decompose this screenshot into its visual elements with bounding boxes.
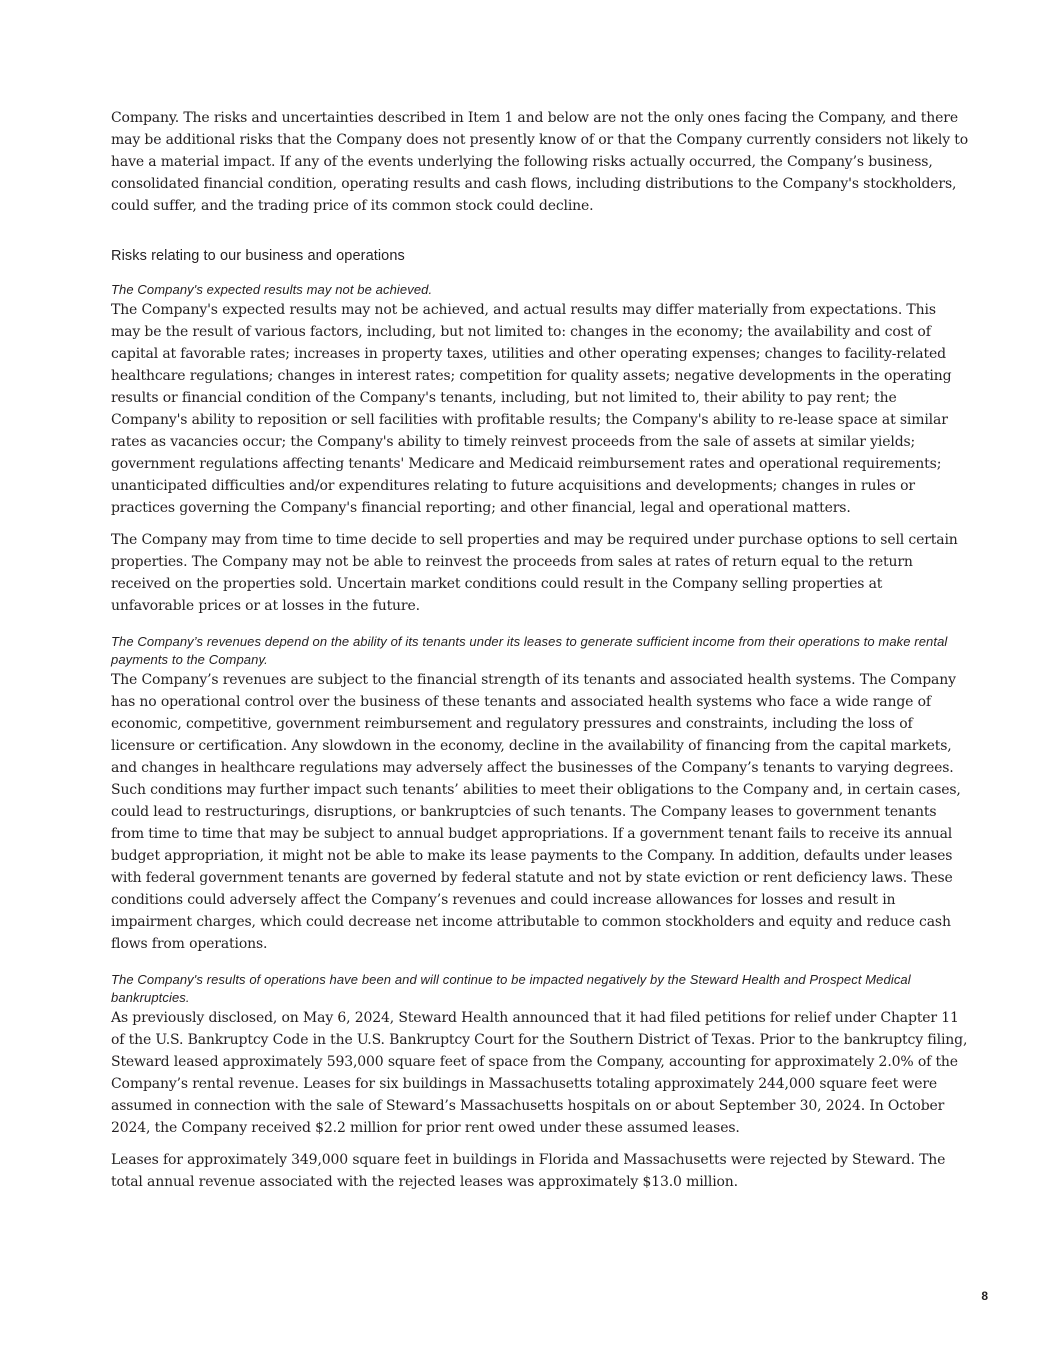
risk-bankruptcies-paragraph-2: Leases for approximately 349,000 square feet in buildings in Florida and Massachusetts were rejected by Steward. The total annual revenue associated with the rejected leases was approximately $13.0 million. [111,1152,946,1190]
document-page [111,107,969,1193]
section-heading: Risks relating to our business and operations [111,248,405,264]
risk-expected-results-paragraph-1: The Company's expected results may not be achieved, and actual results may differ materially from expectations. This may be the result of various factors, including, but not limited to: changes in the economy; the availability and cost of capital at favorable rates; increases in property taxes, utilities and other operating expenses; changes to facility-related healthcare regulations; changes in interest rates; competition for quality assets; negative developments in the operating results or financial condition of the Company's tenants, including, but not limited to, their ability to pay rent; the Company's ability to reposition or sell facilities with profitable results; the Company's ability to re-lease space at similar rates as vacancies occur; the Company's ability to timely reinvest proceeds from the sale of assets at similar yields; government regulations affecting tenants' Medicare and Medicaid reimbursement rates and operational requirements; unanticipated difficulties and/or expenditures relating to future acquisitions and developments; changes in rules or practices governing the Company's financial reporting; and other financial, legal and operational matters. [111,302,952,516]
intro-paragraph: Company. The risks and uncertainties described in Item 1 and below are not the only ones facing the Company, and there may be additional risks that the Company does not presently know of or that the Company currently considers not likely to have a material impact. If any of the events underlying the following risks actually occurred, the Company’s business, consolidated financial condition, operating results and cash flows, including distributions to the Company's stockholders, could suffer, and the trading price of its common stock could decline. [111,110,969,214]
risk-tenant-revenues-paragraph-1: The Company’s revenues are subject to the financial strength of its tenants and associated health systems. The Company has no operational control over the business of these tenants and associated health systems who face a wide range of economic, competitive, government reimbursement and regulatory pressures and constraints, including the loss of licensure or certification. Any slowdown in the economy, decline in the availability of financing from the capital markets, and changes in healthcare regulations may adversely affect the businesses of the Company’s tenants to varying degrees. Such conditions may further impact such tenants’ abilities to meet their obligations to the Company and, in certain cases, could lead to restructurings, disruptions, or bankruptcies of such tenants. The Company leases to government tenants from time to time that may be subject to annual budget appropriations. If a government tenant fails to receive its annual budget appropriation, it might not be able to make its lease payments to the Company. In addition, defaults under leases with federal government tenants are governed by federal statute and not by state eviction or rent deficiency laws. These conditions could adversely affect the Company’s revenues and could increase allowances for losses and result in impairment charges, which could decrease net income attributable to common stockholders and equity and reduce cash flows from operations. [111,672,961,952]
risk-heading-tenant-revenues: The Company’s revenues depend on the ability of its tenants under its leases to generate sufficient income from their operations to make rental payments to the Company. [111,634,948,667]
risk-heading-expected-results: The Company's expected results may not be achieved. [111,282,433,297]
page-number: 8 [981,1289,988,1303]
risk-expected-results-paragraph-2: The Company may from time to time decide to sell properties and may be required under purchase options to sell certain properties. The Company may not be able to reinvest the proceeds from sales at rates of return equal to the return received on the properties sold. Uncertain market conditions could result in the Company selling properties at unfavorable prices or at losses in the future. [111,532,958,614]
risk-bankruptcies-paragraph-1: As previously disclosed, on May 6, 2024, Steward Health announced that it had filed petitions for relief under Chapter 11 of the U.S. Bankruptcy Code in the U.S. Bankruptcy Court for the Southern District of Texas. Prior to the bankruptcy filing, Steward leased approximately 593,000 square feet of space from the Company, accounting for approximately 2.0% of the Company’s rental revenue. Leases for six buildings in Massachusetts totaling approximately 244,000 square feet were assumed in connection with the sale of Steward’s Massachusetts hospitals on or about September 30, 2024. In October 2024, the Company received $2.2 million for prior rent owed under these assumed leases. [111,1010,968,1136]
risk-heading-bankruptcies: The Company's results of operations have been and will continue to be impacted negatively by the Steward Health and Prospect Medical bankruptcies. [111,972,911,1005]
